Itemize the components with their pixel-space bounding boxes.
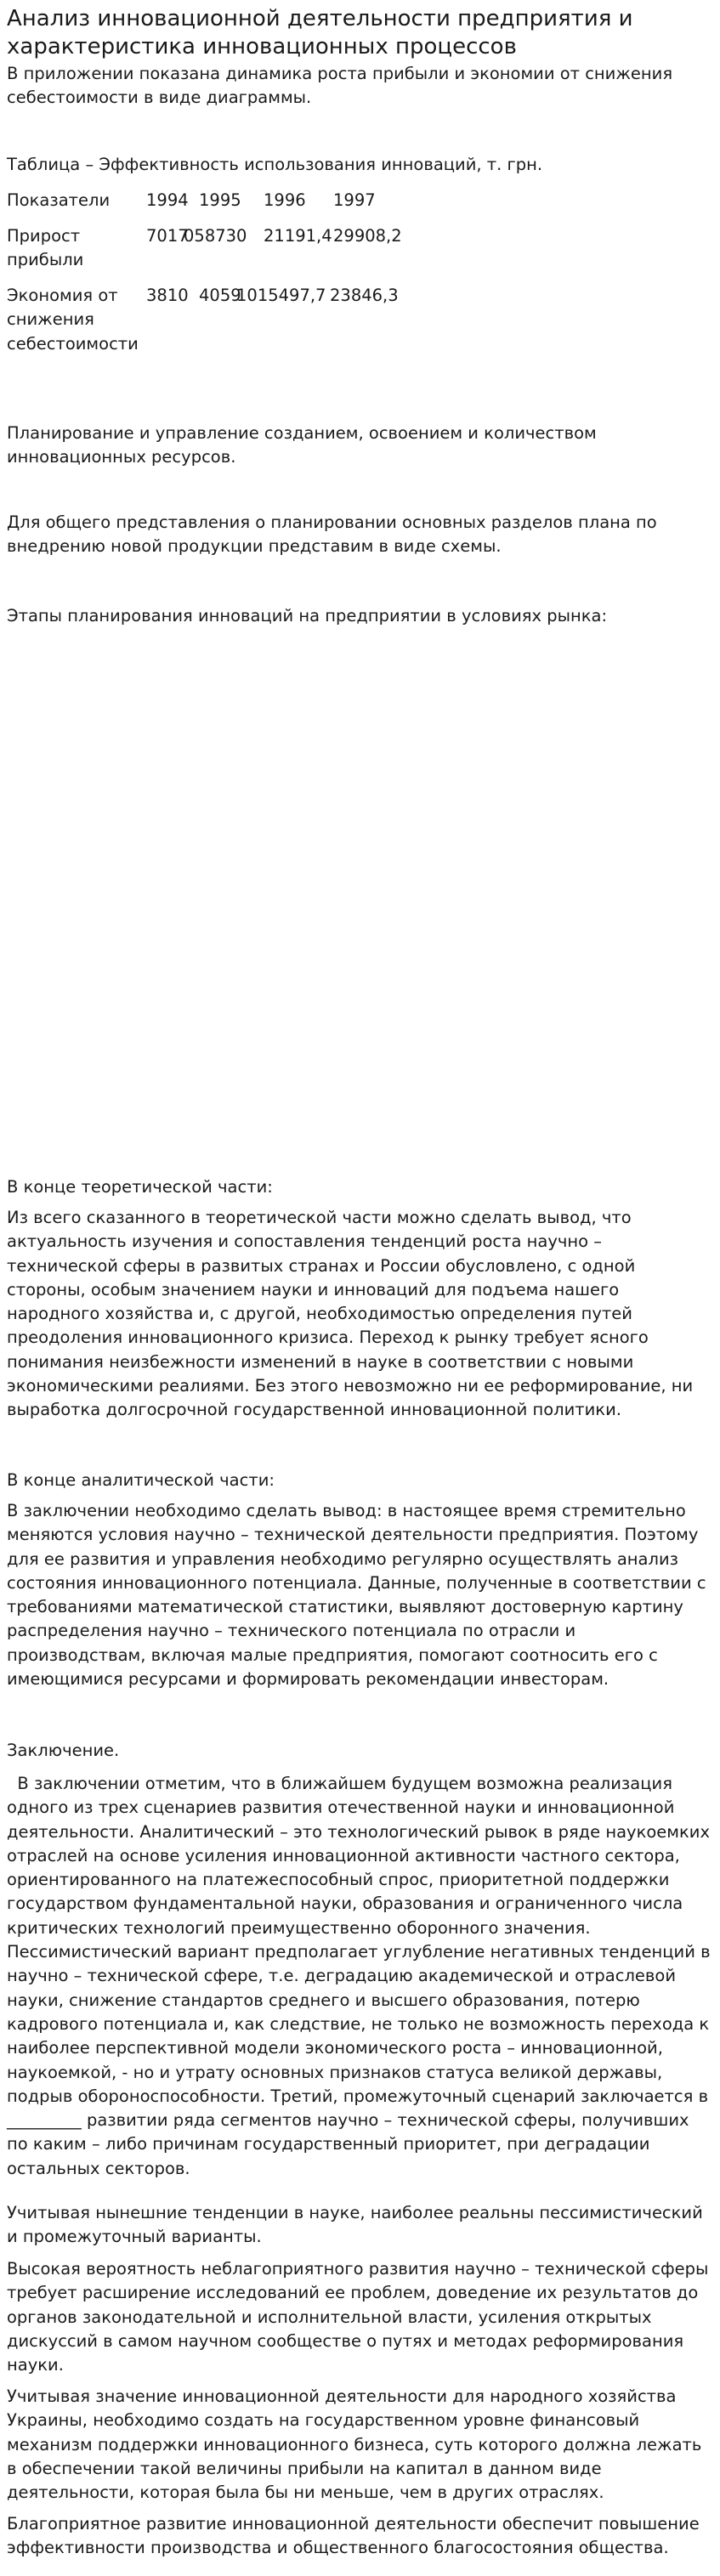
scheme-intro: Для общего представления о планировании основных разделов плана по внедрению новой продукции представим в виде схемы.	[7, 512, 657, 557]
intro-paragraph: В приложении показана динамика роста прибыли и экономии от снижения себестоимости в виде диаграммы.	[7, 64, 673, 108]
document-title: Анализ инновационной деятельности предприятия и характеристика инновационных процессов	[7, 6, 633, 59]
table-header-1995: 1995	[199, 190, 241, 210]
conclusion-paragraph-3: Высокая вероятность неблагоприятного развития научно – технической сферы требует расширение исследований ее проблем, доведение их результатов до органов законодательной и исполнительной власти, усиления открытых дискуссий в самом научном сообществе о путях и методах реформирования науки.	[7, 2259, 709, 2375]
conclusion-paragraph-5: Благоприятное развитие инновационной деятельности обеспечит повышение эффективности производства и общественного благосостояния общества.	[7, 2514, 700, 2558]
table-row-label: Экономия от снижения себестоимости	[7, 286, 139, 354]
conclusion-paragraph-4: Учитывая значение инновационной деятельности для народного хозяйства Украины, необходимо создать на государственном уровне финансовый механизм поддержки инновационного бизнеса, суть которого должна лежать в обеспечении такой величины прибыли на капитал в данном виде деятельности, которая была бы ни меньше, чем в других отраслях.	[7, 2386, 702, 2503]
theory-heading: В конце теоретической части:	[7, 1177, 273, 1197]
table-cell: 4059	[199, 286, 241, 305]
table-header-1996: 1996	[264, 190, 306, 210]
table-cell: 1015497,7	[236, 286, 326, 305]
table-cell: 3810	[146, 286, 189, 305]
table-cell: 7017	[146, 226, 189, 246]
table-row-label: Прирост прибыли	[7, 226, 84, 270]
conclusion-heading: Заключение.	[7, 1741, 120, 1760]
table-cell: 29908,2	[333, 226, 402, 246]
table-caption: Таблица – Эффективность использования инноваций, т. грн.	[7, 155, 543, 174]
stages-heading: Этапы планирования инноваций на предприятии в условиях рынка:	[7, 606, 608, 626]
scheme-placeholder	[7, 642, 712, 1169]
table-header-1997: 1997	[333, 190, 376, 210]
table-header-1994: 1994	[146, 190, 189, 210]
table-header-indicators: Показатели	[7, 190, 111, 210]
analytic-paragraph: В заключении необходимо сделать вывод: в настоящее время стремительно меняются условия научно – технической деятельности предприятия. Поэтому для ее развития и управления необходимо регулярно осуществлять анализ состояния инновационного потенциала. Данные, полученные в соответствии с требованиями математической статистики, выявляют достоверную картину распределения научно – технического потенциала по отрасли и производствам, включая малые предприятия, помогают соотносить его с имеющимися ресурсами и формировать рекомендации инвесторам.	[7, 1501, 706, 1690]
theory-paragraph: Из всего сказанного в теоретической части можно сделать вывод, что актуальность изучения и сопоставления тенденций роста научно – технической сферы в развитых странах и России обусловлено, с одной стороны, особым значением науки и инноваций для подъема нашего народного хозяйства и, с другой, необходимостью определения путей преодоления инновационного кризиса. Переход к рынку требует ясного понимания неизбежности изменений в науке в соответствии с новыми экономическими реалиями. Без этого невозможно ни ее реформирование, ни выработка долгосрочной государственной инновационной политики.	[7, 1208, 694, 1420]
table-cell: 23846,3	[330, 286, 399, 305]
analytic-heading: В конце аналитической части:	[7, 1470, 275, 1490]
planning-heading: Планирование и управление созданием, освоением и количеством инновационных ресурсов.	[7, 423, 597, 467]
table-cell: 058730	[184, 226, 247, 246]
conclusion-paragraph-1: В заключении отметим, что в ближайшем будущем возможна реализация одного из трех сценариев развития отечественной науки и инновационной деятельности. Аналитический – это технологический рывок в ряде наукоемких отраслей на основе усиления инновационной активности частного сектора, ориентированного на платежеспособный спрос, приоритетной поддержки государством фундаментальной науки, образования и ограниченного числа критических технологий преимущественно оборонного значения. Пессимистический вариант предполагает углубление негативных тенденций в научно – технической сфере, т.е. деградацию академической и отраслевой науки, снижение стандартов среднего и высшего образования, потерю кадрового потенциала и, как следствие, не только не возможность перехода к наиболее перспективной модели экономического роста – инновационной, наукоемкой, - но и утрату основных признаков статуса великой державы, подрыв обороноспособности. Третий, промежуточный сценарий заключается в _________ развитии ряда сегментов научно – технической сферы, получивших по каким – либо причинам государственный приоритет, при деградации остальных секторов.	[7, 1774, 716, 2178]
table-cell: 21191,4	[264, 226, 332, 246]
conclusion-paragraph-2: Учитывая нынешние тенденции в науке, наиболее реальны пессимистический и промежуточный варианты.	[7, 2203, 703, 2247]
